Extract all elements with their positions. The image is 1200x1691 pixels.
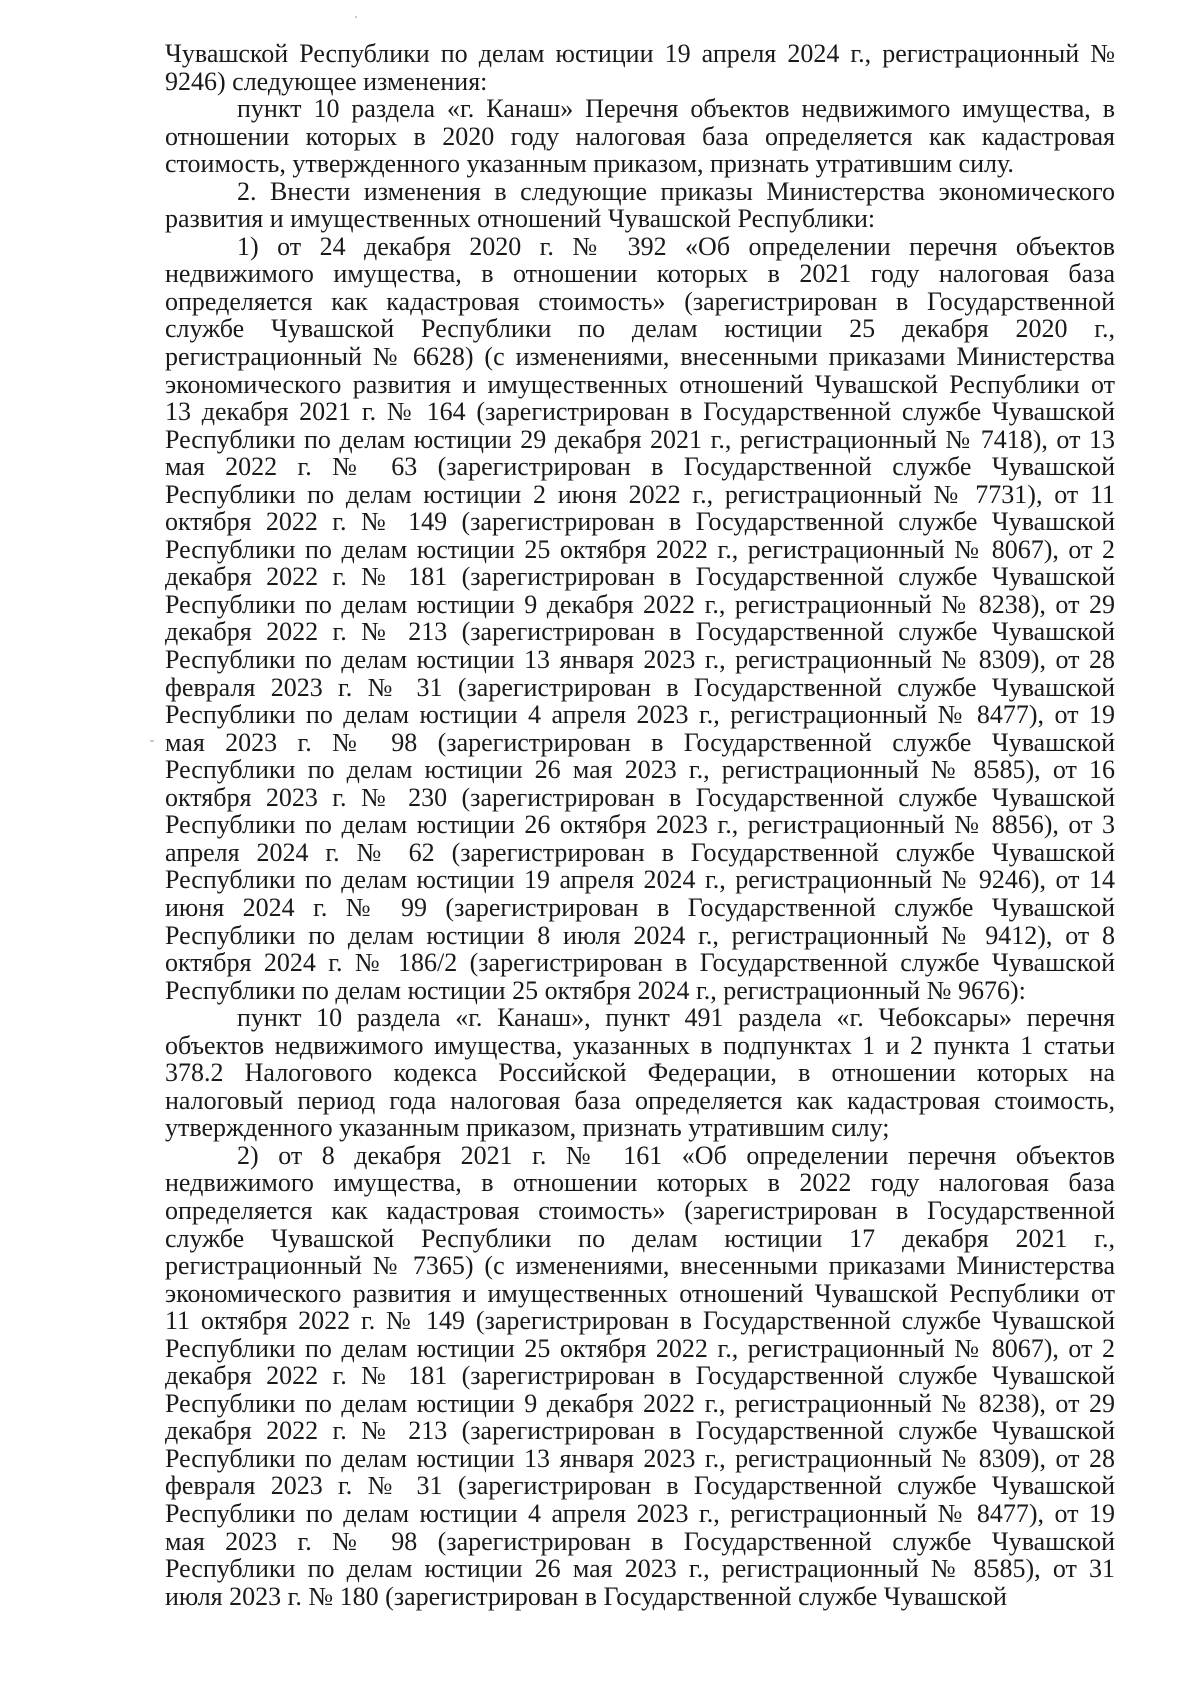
text-line: Республики по делам юстиции 9 декабря 2022 г., регистрационный № 8238), от 29: [165, 1388, 1115, 1418]
text-line: октября 2023 г. № 230 (зарегистрирован в Государственной службе Чувашской: [165, 782, 1115, 812]
text-line: Республики по делам юстиции 2 июня 2022 г., регистрационный № 7731), от 11: [165, 479, 1115, 509]
text-line: июня 2024 г. № 99 (зарегистрирован в Государственной службе Чувашской: [165, 892, 1115, 922]
text-line: Республики по делам юстиции 26 октября 2023 г., регистрационный № 8856), от 3: [165, 810, 1115, 840]
text-line: Республики по делам юстиции 19 апреля 2024 г., регистрационный № 9246), от 14: [165, 865, 1115, 895]
text-line: Республики по делам юстиции 13 января 2023 г., регистрационный № 8309), от 28: [165, 1443, 1115, 1473]
text-line: Республики по делам юстиции 29 декабря 2021 г., регистрационный № 7418), от 13: [165, 424, 1115, 454]
text-line: декабря 2022 г. № 213 (зарегистрирован в Государственной службе Чувашской: [165, 1416, 1115, 1446]
text-line: 13 декабря 2021 г. № 164 (зарегистрирован в Государственной службе Чувашской: [165, 397, 1115, 427]
text-line: Республики по делам юстиции 25 октября 2022 г., регистрационный № 8067), от 2: [165, 1333, 1115, 1363]
text-line: 9246) следующее изменения:: [165, 66, 488, 96]
text-line: отношении которых в 2020 году налоговая база определяется как кадастровая: [165, 121, 1115, 151]
text-line: февраля 2023 г. № 31 (зарегистрирован в Государственной службе Чувашской: [165, 1471, 1115, 1501]
text-line: определяется как кадастровая стоимость» (зарегистрирован в Государственной: [165, 286, 1115, 316]
text-line: мая 2022 г. № 63 (зарегистрирован в Государственной службе Чувашской: [165, 452, 1115, 482]
text-line: декабря 2022 г. № 213 (зарегистрирован в Государственной службе Чувашской: [165, 617, 1115, 647]
text-line: мая 2023 г. № 98 (зарегистрирован в Государственной службе Чувашской: [165, 727, 1115, 757]
text-line: июля 2023 г. № 180 (зарегистрирован в Государственной службе Чувашской: [165, 1581, 1007, 1611]
paragraph-first-line: 1) от 24 декабря 2020 г. № 392 «Об определении перечня объектов: [237, 231, 1115, 261]
text-line: Республики по делам юстиции 13 января 2023 г., регистрационный № 8309), от 28: [165, 645, 1115, 675]
text-line: экономического развития и имущественных отношений Чувашской Республики от: [165, 1278, 1115, 1308]
text-line: мая 2023 г. № 98 (зарегистрирован в Государственной службе Чувашской: [165, 1526, 1115, 1556]
text-line: экономического развития и имущественных отношений Чувашской Республики от: [165, 369, 1115, 399]
text-line: декабря 2022 г. № 181 (зарегистрирован в Государственной службе Чувашской: [165, 562, 1115, 592]
text-line: стоимость, утвержденного указанным приказом, признать утратившим силу.: [165, 149, 1014, 179]
document-body: [165, 40, 1115, 1610]
text-line: апреля 2024 г. № 62 (зарегистрирован в Государственной службе Чувашской: [165, 837, 1115, 867]
text-line: Республики по делам юстиции 8 июля 2024 г., регистрационный № 9412), от 8: [165, 920, 1115, 950]
text-line: Республики по делам юстиции 4 апреля 2023 г., регистрационный № 8477), от 19: [165, 1498, 1115, 1528]
scan-speck: [150, 740, 154, 742]
text-line: недвижимого имущества, в отношении которых в 2021 году налоговая база: [165, 259, 1115, 289]
text-line: регистрационный № 6628) (с изменениями, внесенными приказами Министерства: [165, 342, 1115, 372]
text-line: налоговый период года налоговая база определяется как кадастровая стоимость,: [165, 1085, 1115, 1115]
paragraph-first-line: пункт 10 раздела «г. Канаш», пункт 491 раздела «г. Чебоксары» перечня: [237, 1003, 1115, 1033]
text-line: декабря 2022 г. № 181 (зарегистрирован в Государственной службе Чувашской: [165, 1361, 1115, 1391]
text-line: службе Чувашской Республики по делам юстиции 25 декабря 2020 г.,: [165, 314, 1115, 344]
text-line: регистрационный № 7365) (с изменениями, внесенными приказами Министерства: [165, 1251, 1115, 1281]
scan-speck: [355, 16, 357, 18]
text-line: Республики по делам юстиции 26 мая 2023 г., регистрационный № 8585), от 31: [165, 1554, 1115, 1584]
text-line: развития и имущественных отношений Чувашской Республики:: [165, 204, 876, 234]
text-line: недвижимого имущества, в отношении которых в 2022 году налоговая база: [165, 1168, 1115, 1198]
text-line: Республики по делам юстиции 25 октября 2024 г., регистрационный № 9676):: [165, 975, 1026, 1005]
text-line: Республики по делам юстиции 26 мая 2023 г., регистрационный № 8585), от 16: [165, 755, 1115, 785]
text-line: октября 2022 г. № 149 (зарегистрирован в Государственной службе Чувашской: [165, 507, 1115, 537]
text-line: Республики по делам юстиции 25 октября 2022 г., регистрационный № 8067), от 2: [165, 534, 1115, 564]
text-line: объектов недвижимого имущества, указанных в подпунктах 1 и 2 пункта 1 статьи: [165, 1030, 1115, 1060]
text-line: октября 2024 г. № 186/2 (зарегистрирован в Государственной службе Чувашской: [165, 948, 1115, 978]
text-line: определяется как кадастровая стоимость» (зарегистрирован в Государственной: [165, 1195, 1115, 1225]
text-line: 378.2 Налогового кодекса Российской Федерации, в отношении которых на: [165, 1058, 1115, 1088]
paragraph-first-line: 2) от 8 декабря 2021 г. № 161 «Об определении перечня объектов: [237, 1140, 1115, 1170]
text-line: Республики по делам юстиции 9 декабря 2022 г., регистрационный № 8238), от 29: [165, 589, 1115, 619]
text-line: службе Чувашской Республики по делам юстиции 17 декабря 2021 г.,: [165, 1223, 1115, 1253]
text-line: 11 октября 2022 г. № 149 (зарегистрирован в Государственной службе Чувашской: [165, 1306, 1115, 1336]
text-line: утвержденного указанным приказом, признать утратившим силу;: [165, 1113, 890, 1143]
paragraph-first-line: пункт 10 раздела «г. Канаш» Перечня объектов недвижимого имущества, в: [237, 94, 1115, 124]
paragraph-first-line: Чувашской Республики по делам юстиции 19 апреля 2024 г., регистрационный №: [165, 39, 1115, 68]
text-line: февраля 2023 г. № 31 (зарегистрирован в Государственной службе Чувашской: [165, 672, 1115, 702]
paragraph-first-line: 2. Внести изменения в следующие приказы Министерства экономического: [237, 176, 1115, 206]
text-line: Республики по делам юстиции 4 апреля 2023 г., регистрационный № 8477), от 19: [165, 700, 1115, 730]
